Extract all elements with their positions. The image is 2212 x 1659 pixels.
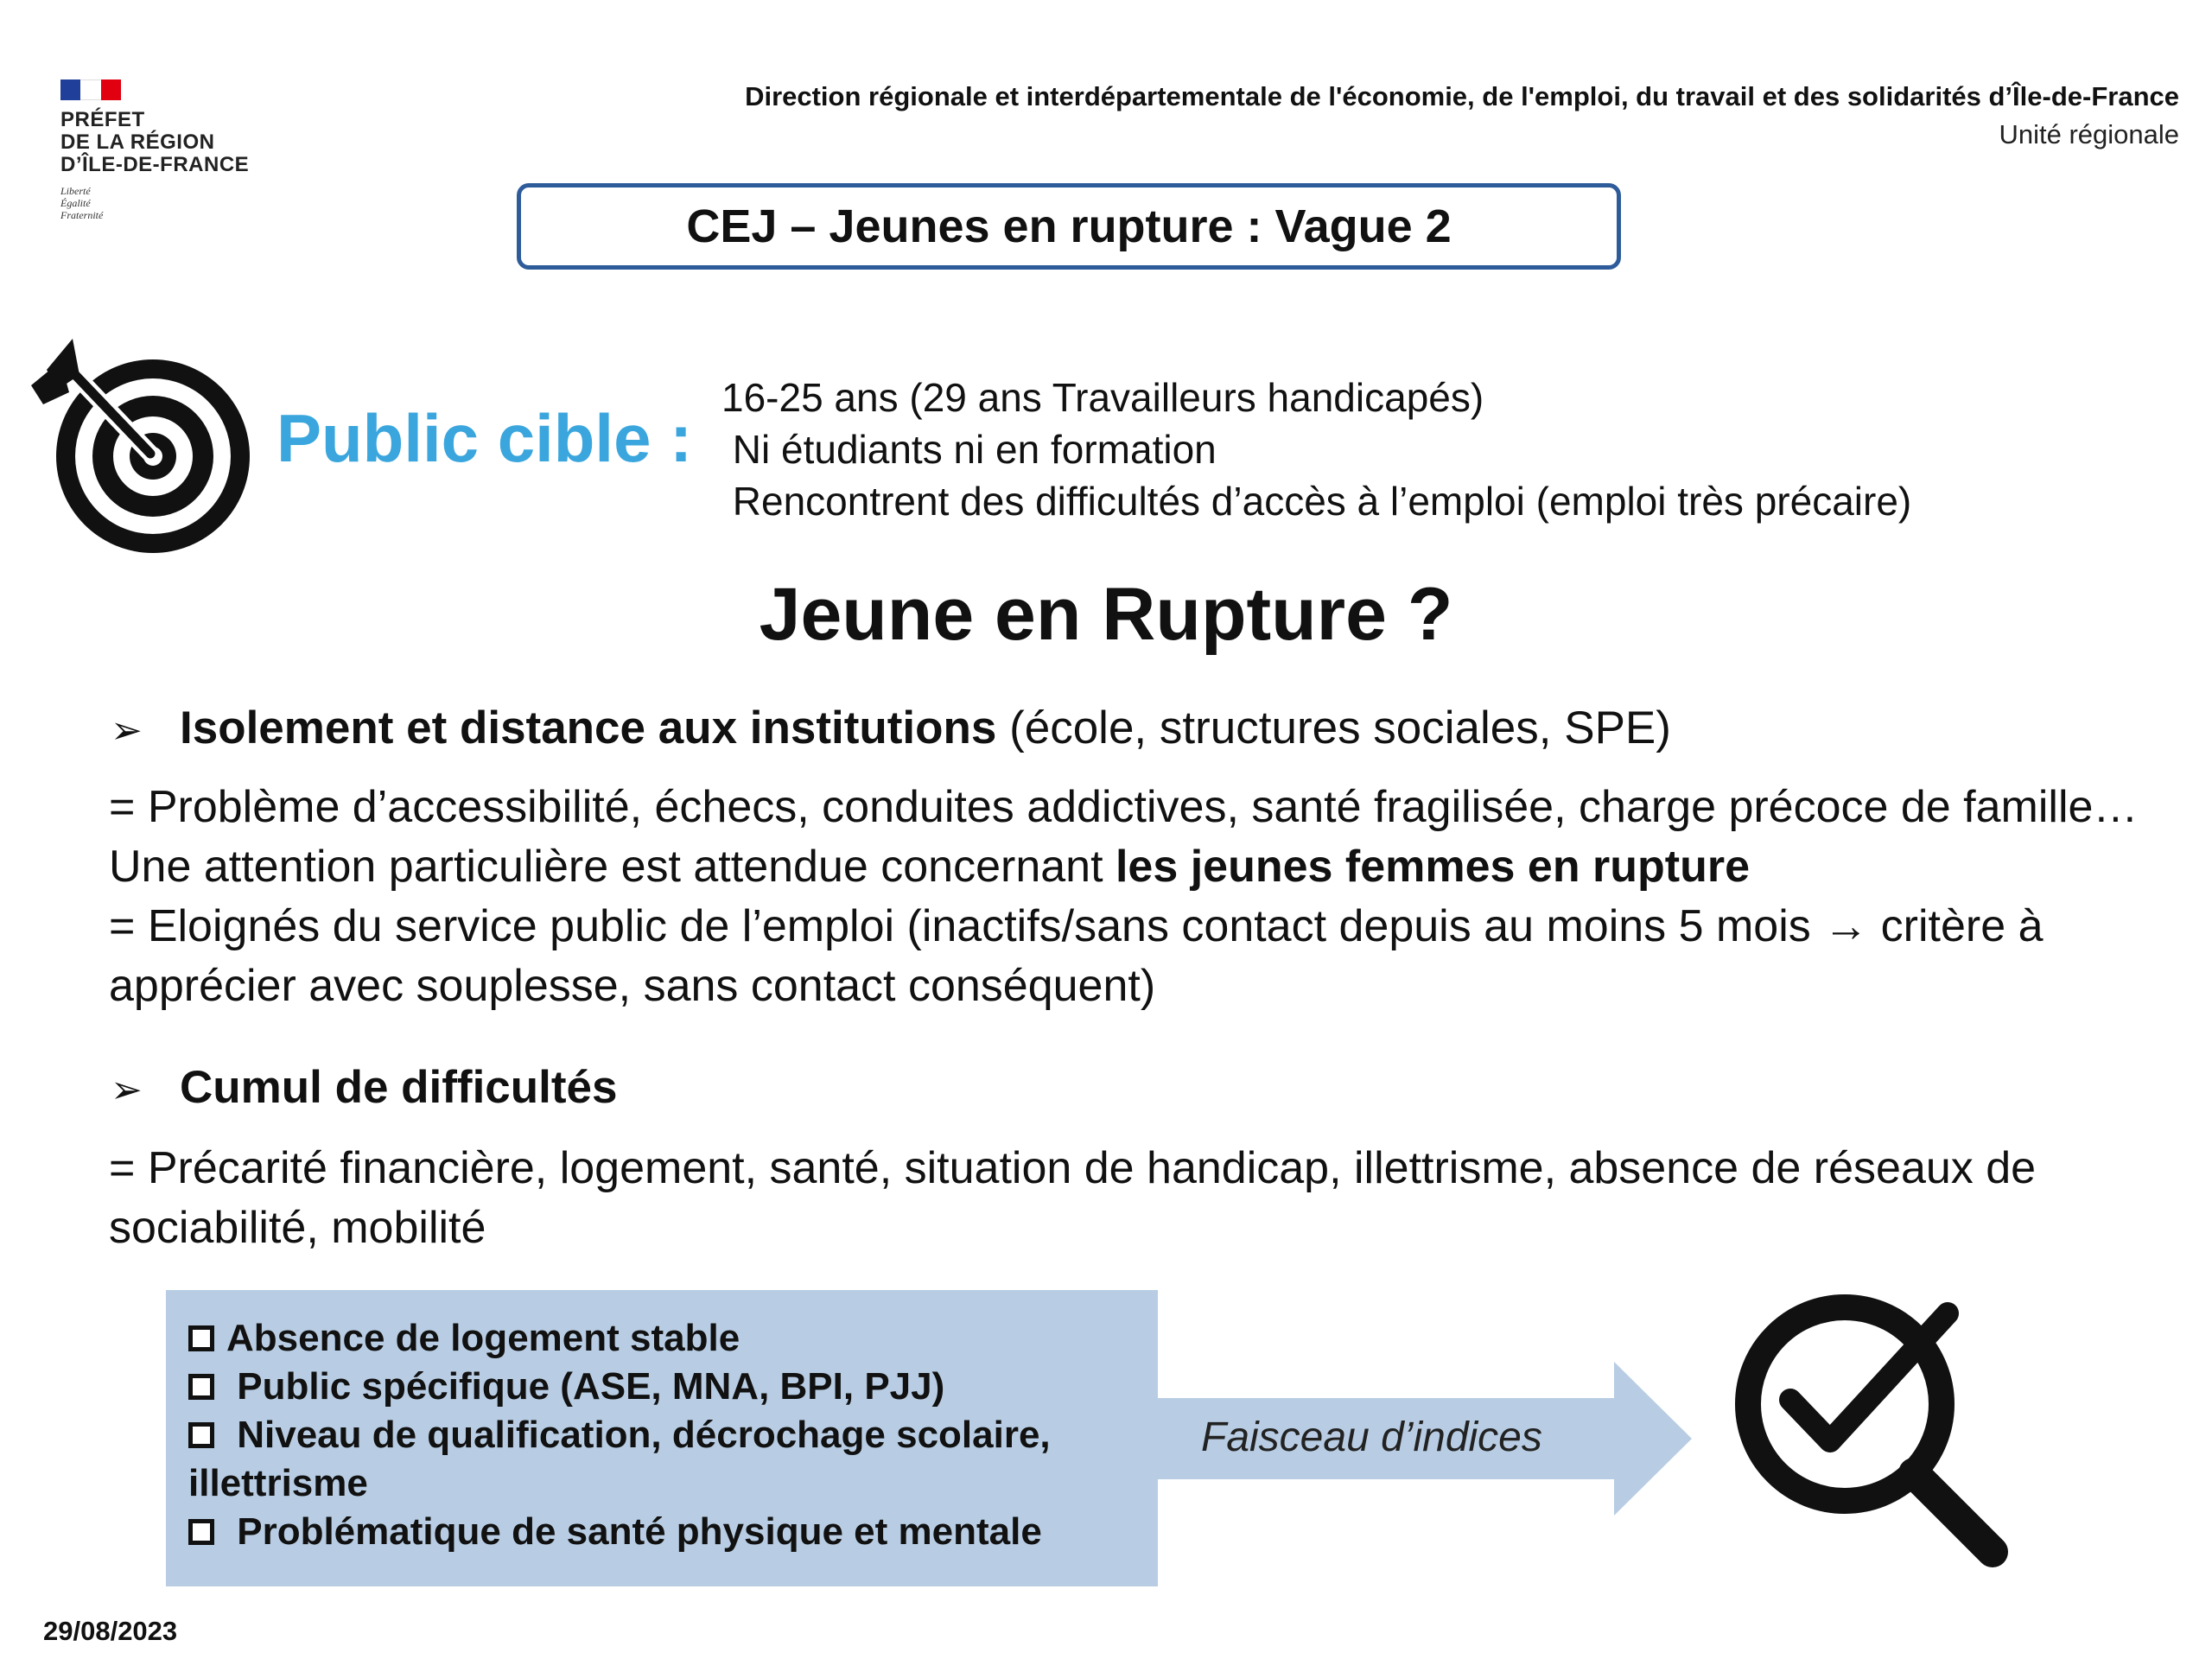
criteria-box bbox=[166, 1290, 1158, 1586]
arrow-bullet-icon: ➢ bbox=[111, 709, 143, 752]
logo-line-2: DE LA RÉGION bbox=[60, 130, 215, 154]
logo-line-1: PRÉFET bbox=[60, 108, 145, 131]
footer-date: 29/08/2023 bbox=[43, 1616, 178, 1646]
criteria-item-label: Problématique de santé physique et mentale bbox=[226, 1510, 1042, 1553]
checkbox-square-icon bbox=[188, 1374, 214, 1400]
prefet-logo bbox=[60, 79, 268, 235]
criteria-item-illettrisme bbox=[188, 1459, 1132, 1508]
page-title: CEJ – Jeunes en rupture : Vague 2 bbox=[686, 200, 1452, 252]
arrow-label: Faisceau d’indices bbox=[1201, 1414, 1542, 1460]
criteria-item-label: Absence de logement stable bbox=[226, 1317, 741, 1359]
motto-egalite: Égalité bbox=[60, 197, 91, 209]
arrow-bullet-icon: ➢ bbox=[111, 1069, 143, 1111]
logo-motto bbox=[60, 185, 268, 221]
section1-title-bold: Isolement et distance aux institutions bbox=[180, 702, 997, 753]
public-cible-list bbox=[721, 372, 1911, 527]
criteria-item-label: illettrisme bbox=[188, 1462, 368, 1504]
section1-paragraph-1 bbox=[109, 778, 2165, 897]
criteria-list bbox=[166, 1290, 1158, 1556]
section-subtitle bbox=[0, 572, 2212, 658]
section2-paragraph-1: = Précarité financière, logement, santé, situation de handicap, illettrisme, absence de réseaux de sociabilité, mobilité bbox=[109, 1143, 2037, 1253]
public-cible-item-formation: Ni étudiants ni en formation bbox=[721, 427, 1217, 472]
logo-line-3: D’ÎLE-DE-FRANCE bbox=[60, 153, 250, 176]
section1-p1-text: = Problème d’accessibilité, échecs, conduites addictives, santé fragilisée, charge précoce de famille…Une attention particulière est attendue concernant bbox=[109, 782, 2139, 892]
flag-white-band bbox=[80, 79, 100, 100]
subtitle-text: Jeune en Rupture ? bbox=[759, 573, 1453, 656]
section2-title: Cumul de difficultés bbox=[180, 1062, 618, 1113]
section1-paragraph-2: = Eloignés du service public de l’emploi (inactifs/sans contact depuis au moins 5 mois → critère à apprécier avec souplesse, sans contact conséquent) bbox=[109, 901, 2044, 1011]
header-direction: Direction régionale et interdépartementale de l'économie, de l'emploi, du travail et des solidarités d’Île-de-France bbox=[745, 81, 2179, 111]
target-icon bbox=[28, 335, 261, 569]
checkbox-square-icon bbox=[188, 1325, 214, 1351]
criteria-item-qualification bbox=[188, 1411, 1132, 1459]
search-check-icon bbox=[1728, 1287, 2013, 1573]
public-cible-item-emploi: Rencontrent des difficultés d’accès à l’emploi (emploi très précaire) bbox=[721, 479, 1912, 524]
criteria-item-public bbox=[188, 1363, 1132, 1411]
french-flag-icon bbox=[60, 79, 121, 100]
public-cible-label: Public cible : bbox=[276, 400, 693, 476]
motto-liberte: Liberté bbox=[60, 185, 91, 197]
section1-heading bbox=[111, 702, 1671, 754]
criteria-item-label: Public spécifique (ASE, MNA, BPI, PJJ) bbox=[226, 1365, 945, 1408]
section1-title-rest: (école, structures sociales, SPE) bbox=[996, 702, 1671, 753]
criteria-item-logement bbox=[188, 1314, 1132, 1363]
header-unit: Unité régionale bbox=[1999, 119, 2179, 149]
criteria-item-sante bbox=[188, 1508, 1132, 1556]
flag-blue-band bbox=[60, 79, 80, 100]
flag-red-band bbox=[101, 79, 121, 100]
checkbox-square-icon bbox=[188, 1422, 214, 1448]
section1-p1-bold: les jeunes femmes en rupture bbox=[1115, 842, 1751, 892]
checkbox-square-icon bbox=[188, 1519, 214, 1545]
title-box bbox=[517, 183, 1621, 270]
motto-fraternite: Fraternité bbox=[60, 209, 104, 221]
public-cible-item-age: 16-25 ans (29 ans Travailleurs handicapés) bbox=[721, 375, 1484, 420]
criteria-item-label: Niveau de qualification, décrochage scolaire, bbox=[226, 1414, 1051, 1456]
section2-heading bbox=[111, 1061, 617, 1114]
